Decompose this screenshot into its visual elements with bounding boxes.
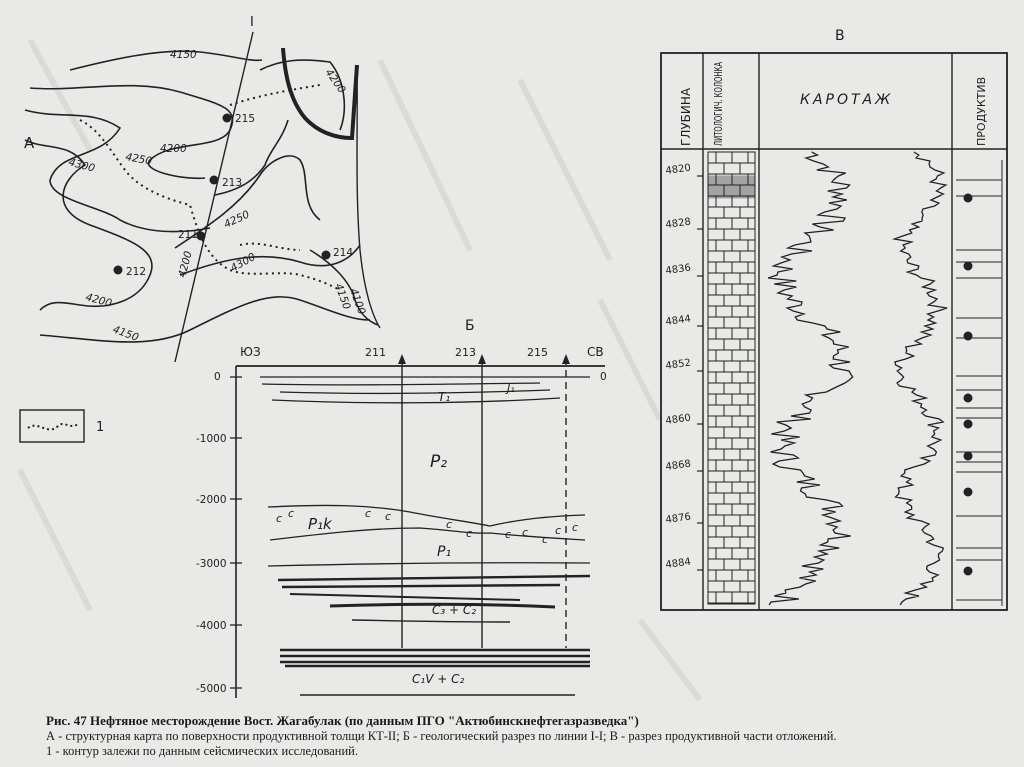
contour-line (25, 110, 210, 232)
contour-label: 4300 (67, 156, 97, 175)
map-wells (114, 113, 354, 278)
section-line-label: I (250, 15, 254, 30)
svg-text:c: c (276, 512, 283, 525)
direction-sw: ЮЗ (240, 345, 261, 359)
productive-interval-dot (964, 488, 973, 497)
unit-label: P₁ (437, 544, 452, 560)
col-header-productive: ПРОДУКТИВ (975, 76, 988, 146)
geologic-section (196, 318, 607, 698)
col-header-log: КАРОТАЖ (800, 92, 894, 108)
contour-label: 4150 (110, 323, 141, 344)
lithology-column (708, 152, 755, 604)
svg-text:c: c (446, 518, 453, 531)
productive-column (956, 160, 1002, 606)
structural-map (24, 15, 380, 362)
dense-interval (708, 176, 755, 198)
log-depth-labels (665, 163, 692, 571)
depth-label: 4828 (664, 216, 692, 231)
map-label: А (24, 134, 35, 152)
legend (20, 410, 104, 442)
contour-label: 4100 (347, 286, 368, 317)
strata-unit-labels (308, 382, 515, 686)
direction-ne: СВ (587, 345, 604, 359)
depth-tick-label: 0 (600, 371, 607, 383)
productive-interval-dot (964, 452, 973, 461)
contour-label: 4150 (170, 49, 197, 61)
legend-dotted-symbol (28, 424, 78, 429)
well-label: 213 (222, 177, 243, 189)
productive-section-log (661, 10, 1007, 610)
well-label: 211 (178, 229, 199, 241)
unit-label: P₁k (308, 515, 332, 533)
map-boundary (357, 65, 380, 328)
unit-label: T₁ (438, 390, 451, 404)
svg-text:c: c (542, 533, 549, 546)
well-label: 214 (333, 247, 354, 259)
contour-label: 4200 (322, 66, 348, 96)
log-depth-ticks (697, 176, 703, 570)
contour-label: 4300 (228, 250, 258, 275)
contour-label: 4250 (124, 151, 153, 168)
caption-line-1: А - структурная карта по поверхности продуктивной толщи КТ-II; Б - геологический разрез по линии I-I; В - разрез продуктивной части отложений. (46, 729, 837, 743)
contour-label: 4250 (222, 208, 252, 231)
depth-label: 4820 (664, 162, 692, 177)
svg-text:c: c (365, 507, 372, 520)
productive-interval-dot (964, 194, 973, 203)
svg-text:c: c (505, 528, 512, 541)
productive-interval-dot (964, 262, 973, 271)
depth-label: 4860 (664, 412, 692, 427)
well-label: 215 (235, 113, 256, 125)
log-curve-left (768, 152, 853, 605)
svg-text:ЛИТОЛОГИЧ. КОЛОНКА: ЛИТОЛОГИЧ. КОЛОНКА (712, 10, 725, 146)
productive-interval-dot (964, 567, 973, 576)
well-arrow-211 (398, 354, 406, 364)
col-header-litho (712, 10, 725, 146)
svg-text:c: c (466, 527, 473, 540)
depth-tick-label: 0 (214, 371, 221, 383)
log-curve-right (894, 152, 947, 605)
contour-label: 4150 (332, 281, 353, 312)
contour-labels (67, 49, 367, 344)
unit-label: P₂ (430, 452, 448, 472)
contour-line (70, 51, 262, 70)
well-arrow-215 (562, 354, 570, 364)
caption-line-2: 1 - контур залежи по данным сейсмических исследований. (46, 744, 358, 758)
svg-text:c: c (522, 526, 529, 539)
depth-label: 4836 (664, 262, 692, 277)
depth-tick-label: -4000 (196, 620, 227, 632)
svg-text:c: c (385, 510, 392, 523)
svg-text:c: c (555, 524, 562, 537)
well-marker (322, 251, 331, 260)
well-label: 212 (126, 266, 147, 278)
well-arrow-213 (478, 354, 486, 364)
contour-label: 4200 (160, 143, 187, 155)
caption-title: Рис. 47 Нефтяное месторождение Вост. Жагабулак (по данным ПГО "Актюбинскнефтегазразведка") (46, 713, 639, 728)
productive-interval-dot (964, 420, 973, 429)
bleed-through-texture (20, 40, 700, 700)
depth-label: 4884 (664, 556, 692, 571)
productive-interval-dot (964, 332, 973, 341)
contour-label: 4200 (84, 291, 114, 310)
svg-text:c: c (572, 521, 579, 534)
well-marker (223, 114, 232, 123)
depth-label: 4868 (664, 458, 692, 473)
unit-label: C₃ + C₂ (432, 603, 477, 617)
depth-tick-label: -3000 (196, 558, 227, 570)
productive-interval-dot (964, 394, 973, 403)
well-marker (114, 266, 123, 275)
depth-tick-label: -5000 (196, 683, 227, 695)
figure-caption (46, 713, 1006, 759)
depth-label: 4844 (664, 313, 692, 328)
section-label: Б (465, 318, 475, 334)
depth-tick-label: -1000 (196, 433, 227, 445)
unit-label: J₁ (507, 382, 515, 395)
log-label: В (835, 28, 845, 44)
legend-number: 1 (96, 420, 105, 435)
unit-label: C₁V + C₂ (412, 672, 465, 686)
col-header-depth: ГЛУБИНА (679, 87, 693, 146)
legend-box (20, 410, 84, 442)
strata-lines (260, 377, 590, 695)
depth-label: 4852 (664, 357, 692, 372)
well-marker (210, 176, 219, 185)
depth-tick-label: -2000 (196, 494, 227, 506)
section-well-label: 211 (365, 346, 386, 359)
section-well-label: 215 (527, 346, 548, 359)
contour-label: 4200 (176, 249, 195, 279)
depth-label: 4876 (664, 511, 692, 526)
svg-text:c: c (288, 507, 295, 520)
section-well-label: 213 (455, 346, 476, 359)
